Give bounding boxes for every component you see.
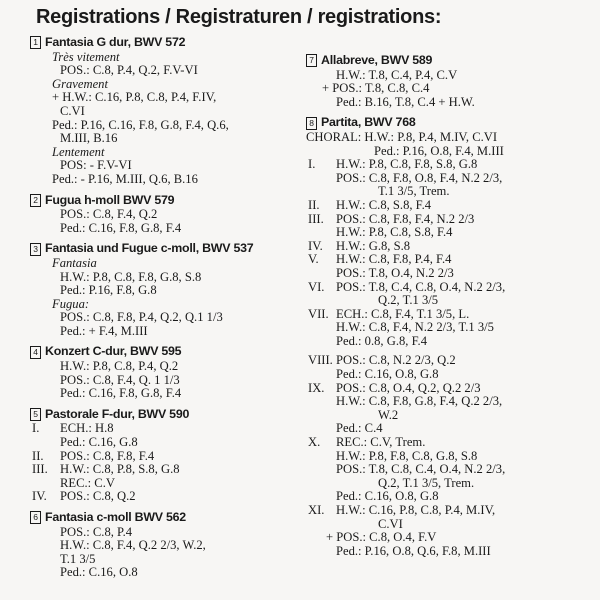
registration-text: Ped.: C.16, F.8, G.8, F.4: [60, 386, 182, 401]
registration-line: [30, 257, 292, 271]
registration-text: Ped.: C.16, O.8, G.8: [336, 367, 439, 382]
registration-text: Ped.: C.16, G.8: [60, 435, 138, 450]
registration-text: H.W.: C.8, P.8, S.8, G.8: [60, 462, 180, 477]
movement-numeral: X.: [308, 435, 321, 450]
registration-text: POS.: T.8, O.4, N.2 2/3: [336, 265, 454, 280]
piece-heading: [30, 36, 292, 50]
registration-line: [306, 395, 596, 409]
registration-text: H.W.: C.8, F.4, Q.2 2/3, W.2,: [60, 538, 206, 553]
piece-number-box: 3: [30, 243, 41, 256]
registration-text: REC.: C.V: [60, 475, 115, 490]
registration-text: C.VI: [60, 103, 85, 118]
tempo-marking: Fantasia: [52, 255, 97, 270]
registration-text: Ped.: B.16, T.8, C.4 + H.W.: [336, 94, 475, 109]
registration-text: Ped.: 0.8, G.8, F.4: [336, 333, 428, 348]
right-column: [306, 54, 596, 565]
movement-numeral: VIII.: [308, 353, 333, 368]
registration-line: [306, 267, 596, 281]
registration-text: Ped.: P.16, C.16, F.8, G.8, F.4, Q.6,: [52, 117, 229, 132]
movement-numeral: [306, 450, 336, 464]
piece-title: Pastorale F-dur, BWV 590: [45, 406, 190, 421]
registration-text: C.VI: [378, 516, 403, 531]
registration-text: H.W.: P.8, C.8, F.8, S.8, G.8: [336, 157, 478, 172]
registration-line: [306, 96, 596, 110]
registration-line: [306, 145, 596, 159]
registration-text: H.W.: P.8, F.8, C.8, G.8, S.8: [336, 448, 478, 463]
registration-line: [30, 526, 292, 540]
registration-line: [306, 368, 596, 382]
registration-line: [306, 253, 596, 267]
registration-line: [30, 78, 292, 92]
registration-line: [30, 298, 292, 312]
registration-text: POS.: T.8, C.8, C.4, O.4, N.2 2/3,: [336, 462, 506, 477]
movement-numeral: [306, 422, 336, 436]
piece-number-box: 2: [30, 194, 41, 207]
registration-line: [30, 539, 292, 553]
registration-line: [30, 490, 292, 504]
registration-line: [306, 213, 596, 227]
registration-text: Ped.: C.16, O.8: [60, 565, 138, 580]
movement-numeral: VII.: [308, 306, 329, 321]
piece-title: Partita, BWV 768: [321, 115, 416, 130]
tempo-marking: Lentement: [52, 144, 105, 159]
movement-numeral: II.: [32, 448, 44, 463]
tempo-marking: Très vitement: [52, 49, 120, 64]
registration-line: [306, 531, 596, 545]
registration-text: H.W.: P.8, C.8, F.8, G.8, S.8: [60, 269, 202, 284]
piece-heading: [306, 116, 596, 130]
movement-numeral: III.: [308, 211, 324, 226]
registration-text: POS.: C.8, F.8, F.4: [60, 448, 155, 463]
registration-line: [30, 360, 292, 374]
registration-text: ECH.: H.8: [60, 421, 114, 436]
registration-line: [30, 450, 292, 464]
piece-title: Fugua h-moll BWV 579: [45, 192, 175, 207]
registration-line: [306, 504, 596, 518]
registration-text: POS.: C.8, Q.2: [60, 489, 136, 504]
piece-number-box: 4: [30, 346, 41, 359]
registration-text: H.W.: P.8, C.8, P.4, Q.2: [60, 359, 179, 374]
movement-numeral: [306, 463, 336, 477]
movement-numeral: [306, 395, 336, 409]
registration-text: CHORAL: H.W.: P.8, P.4, M.IV, C.VI: [306, 129, 498, 144]
registration-text: POS: - F.V-VI: [60, 158, 132, 173]
movement-numeral: II.: [308, 197, 320, 212]
movement-numeral: I.: [308, 157, 316, 172]
piece-section: [306, 54, 596, 109]
registration-line: [30, 51, 292, 65]
registration-line: [306, 294, 596, 308]
piece-section: [30, 511, 292, 580]
registration-line: [306, 335, 596, 349]
registration-line: [306, 477, 596, 491]
piece-heading: [30, 511, 292, 525]
registration-line: [30, 436, 292, 450]
registration-text: POS.: C.8, F.8, F.4, N.2 2/3: [336, 211, 475, 226]
piece-section: [30, 408, 292, 504]
registration-text: Ped.: C.16, F.8, G.8, F.4: [60, 220, 182, 235]
movement-numeral: [306, 185, 336, 199]
registration-line: [30, 271, 292, 285]
registration-line: [30, 422, 292, 436]
piece-section: [30, 242, 292, 338]
piece-number-box: 7: [306, 54, 317, 67]
registration-line: [306, 172, 596, 186]
registration-line: [306, 321, 596, 335]
registration-text: H.W.: C.8, F.8, G.8, F.4, Q.2 2/3,: [336, 394, 503, 409]
registration-line: [30, 374, 292, 388]
registration-line: [30, 553, 292, 567]
registration-line: [30, 91, 292, 105]
left-column: [30, 36, 292, 587]
movement-numeral: [30, 477, 60, 491]
piece-heading: [30, 194, 292, 208]
movement-numeral: [306, 226, 336, 240]
tempo-marking: Fugua:: [52, 296, 90, 311]
movement-numeral: IV.: [308, 238, 323, 253]
registration-text: POS.: C.8, O.4, Q.2, Q.2 2/3: [336, 380, 481, 395]
registration-text: POS.: C.8, P.4: [60, 524, 133, 539]
registration-line: [30, 159, 292, 173]
registration-line: [306, 518, 596, 532]
registration-text: W.2: [378, 407, 399, 422]
tempo-marking: Gravement: [52, 76, 108, 91]
registration-text: + H.W.: C.16, P.8, C.8, P.4, F.IV,: [52, 90, 217, 105]
movement-numeral: III.: [32, 462, 48, 477]
registration-line: [306, 436, 596, 450]
registration-text: POS.: C.8, F.4, Q. 1 1/3: [60, 372, 180, 387]
registration-line: [306, 240, 596, 254]
registration-line: [306, 281, 596, 295]
piece-number-box: 6: [30, 511, 41, 524]
registration-text: REC.: C.V, Trem.: [336, 435, 426, 450]
registration-text: POS.: C.8, F.8, O.8, F.4, N.2 2/3,: [336, 170, 503, 185]
registration-text: H.W.: C.8, F.4, N.2 2/3, T.1 3/5: [336, 320, 494, 335]
registration-text: ECH.: C.8, F.4, T.1 3/5, L.: [336, 306, 470, 321]
registration-text: H.W.: G.8, S.8: [336, 238, 411, 253]
registration-line: [30, 222, 292, 236]
registration-text: POS.: T.8, C.4, C.8, O.4, N.2 2/3,: [336, 279, 506, 294]
registration-line: [30, 105, 292, 119]
registration-text: POS.: C.8, P.4, Q.2, F.V-VI: [60, 63, 198, 78]
registration-text: H.W.: T.8, C.4, P.4, C.V: [336, 67, 458, 82]
page-title: Registrations / Registraturen / registrations:: [36, 6, 442, 28]
registration-line: [306, 158, 596, 172]
movement-numeral: [306, 321, 336, 335]
registration-text: T.1 3/5: [60, 551, 96, 566]
registration-text: H.W.: C.8, S.8, F.4: [336, 197, 432, 212]
registration-line: [306, 82, 596, 96]
registration-line: [30, 132, 292, 146]
movement-numeral: [306, 335, 336, 349]
registration-line: [306, 490, 596, 504]
registration-line: [306, 545, 596, 559]
registration-text: H.W.: P.8, C.8, S.8, F.4: [336, 225, 453, 240]
registration-text: POS.: C.8, N.2 2/3, Q.2: [336, 353, 456, 368]
piece-heading: [30, 242, 292, 256]
registration-line: [306, 199, 596, 213]
piece-heading: [30, 345, 292, 359]
registration-line: [306, 308, 596, 322]
piece-heading: [306, 54, 596, 68]
registration-text: M.III, B.16: [60, 131, 118, 146]
movement-numeral: [306, 477, 336, 491]
registration-text: Ped.: P.16, O.8, F.4, M.III: [374, 143, 504, 158]
registration-text: H.W.: C.8, F.8, P.4, F.4: [336, 252, 452, 267]
movement-numeral: [306, 267, 336, 281]
registration-text: Ped.: P.16, F.8, G.8: [60, 283, 157, 298]
registration-line: [30, 208, 292, 222]
registration-line: [30, 463, 292, 477]
registration-line: [30, 566, 292, 580]
piece-title: Allabreve, BWV 589: [321, 53, 433, 67]
registration-line: [306, 69, 596, 83]
movement-numeral: [306, 172, 336, 186]
movement-numeral: XI.: [308, 503, 325, 517]
piece-title: Fantasia und Fugue c-moll, BWV 537: [45, 241, 254, 256]
registration-line: [30, 387, 292, 401]
piece-section: [306, 116, 596, 558]
registration-text: Ped.: C.4: [336, 421, 383, 436]
registration-line: [30, 325, 292, 339]
registration-line: [30, 311, 292, 325]
registration-line: [306, 450, 596, 464]
registration-line: [30, 146, 292, 160]
registration-text: H.W.: C.16, P.8, C.8, P.4, M.IV,: [336, 503, 496, 517]
registration-line: [30, 64, 292, 78]
registration-line: [30, 119, 292, 133]
registration-text: Ped.: C.16, O.8, G.8: [336, 489, 439, 504]
piece-number-box: 5: [30, 408, 41, 421]
registration-text: Q.2, T.1 3/5, Trem.: [378, 475, 475, 490]
registration-text: Q.2, T.1 3/5: [378, 293, 439, 308]
registration-line: [306, 185, 596, 199]
piece-title: Konzert C-dur, BWV 595: [45, 344, 182, 359]
movement-numeral: [306, 545, 336, 559]
registration-line: [306, 382, 596, 396]
movement-numeral: [306, 368, 336, 382]
movement-numeral: V.: [308, 252, 319, 267]
piece-number-box: 1: [30, 36, 41, 49]
movement-numeral: [306, 294, 336, 308]
piece-section: [30, 194, 292, 236]
piece-heading: [30, 408, 292, 422]
movement-numeral: [306, 490, 336, 504]
registration-text: Ped.: - P.16, M.III, Q.6, B.16: [52, 171, 198, 186]
registration-line: [30, 173, 292, 187]
piece-section: [30, 345, 292, 400]
registration-text: Ped.: P.16, O.8, Q.6, F.8, M.III: [336, 543, 491, 558]
registration-text: POS.: C.8, F.8, P.4, Q.2, Q.1 1/3: [60, 310, 223, 325]
registration-line: [306, 409, 596, 423]
registration-line: [306, 131, 596, 145]
registration-line: [306, 422, 596, 436]
registration-text: Ped.: + F.4, M.III: [60, 323, 148, 338]
registration-line: [306, 226, 596, 240]
registration-text: T.1 3/5, Trem.: [378, 184, 450, 199]
registration-text: + POS.: C.8, O.4, F.V: [326, 530, 437, 545]
movement-numeral: IV.: [32, 489, 47, 504]
movement-numeral: IX.: [308, 380, 325, 395]
movement-numeral: VI.: [308, 279, 325, 294]
piece-section: [30, 36, 292, 187]
piece-number-box: 8: [306, 117, 317, 130]
registration-text: POS.: C.8, F.4, Q.2: [60, 207, 158, 222]
movement-numeral: [306, 409, 336, 423]
registration-text: + POS.: T.8, C.8, C.4: [322, 81, 430, 96]
registration-line: [306, 354, 596, 368]
registration-line: [30, 477, 292, 491]
piece-title: Fantasia G dur, BWV 572: [45, 35, 186, 49]
movement-numeral: I.: [32, 421, 40, 436]
piece-title: Fantasia c-moll BWV 562: [45, 510, 186, 524]
registration-line: [306, 463, 596, 477]
movement-numeral: [30, 436, 60, 450]
movement-numeral: [306, 518, 336, 532]
registration-line: [30, 284, 292, 298]
